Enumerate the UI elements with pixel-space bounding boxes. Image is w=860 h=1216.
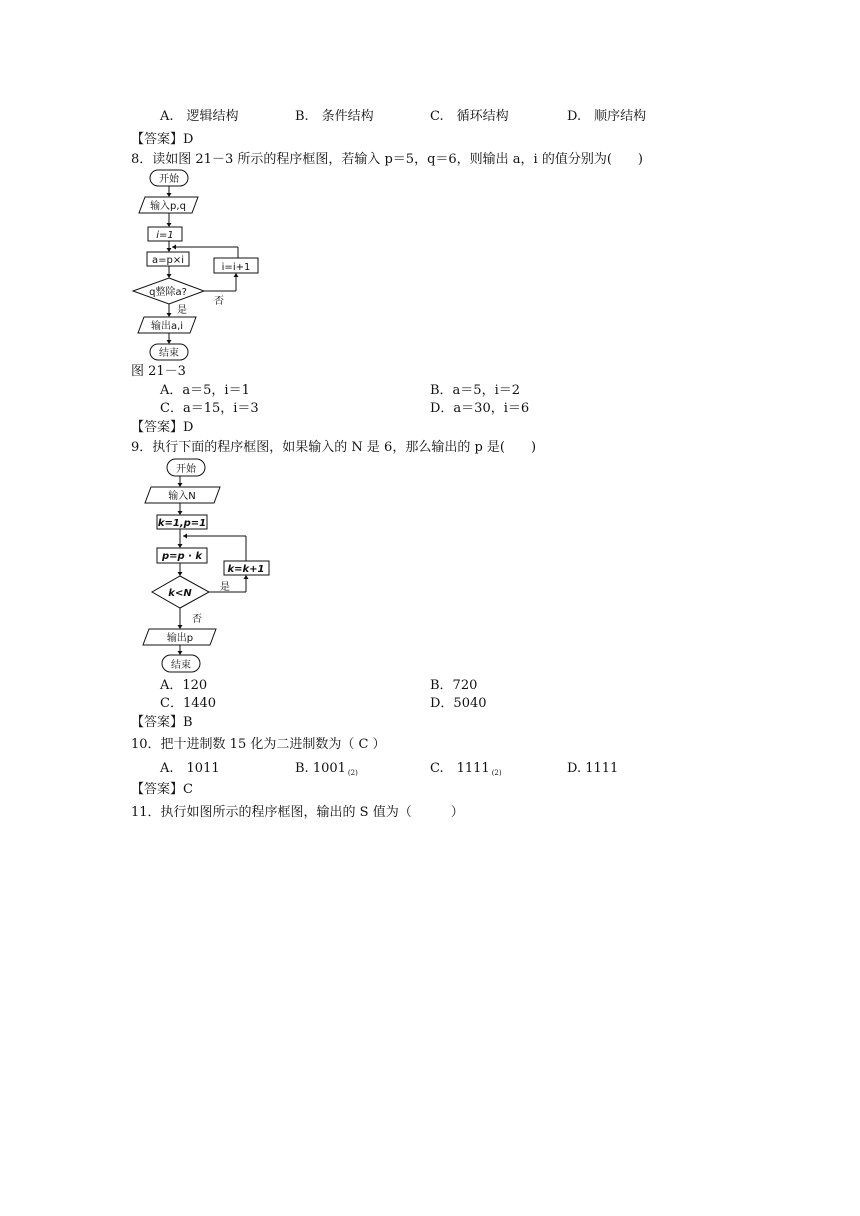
q11-stem: 11．执行如图所示的程序框图，输出的 S 值为（ ） — [131, 805, 464, 820]
q8-stem: 8．读如图 21－3 所示的程序框图，若输入 p＝5，q＝6，则输出 a，i 的值分别为( ) — [131, 152, 643, 167]
q9-assign-label: p=p · k — [161, 551, 203, 562]
q9-option-a: A．120 — [160, 678, 208, 693]
q9-answer: 【答案】B — [131, 715, 193, 730]
q7-option-b: B. 条件结构 — [295, 109, 374, 124]
q8-flowchart — [128, 166, 268, 366]
q7-option-d: D. 顺序结构 — [567, 109, 647, 124]
q9-input-label: 输入N — [168, 491, 196, 502]
q9-update-label: k=k+1 — [227, 564, 265, 575]
q8-decision-label: q整除a? — [149, 287, 187, 298]
q9-init-label: k=1,p=1 — [157, 518, 207, 529]
q9-no-label: 否 — [192, 614, 202, 625]
q9-decision-label: k<N — [168, 588, 192, 599]
q7-answer: 【答案】D — [131, 132, 194, 147]
q8-assign-label: a=p×i — [151, 255, 185, 266]
q9-end-label: 结束 — [171, 660, 191, 671]
q9-option-b: B．720 — [430, 678, 478, 693]
q7-option-a: A. 逻辑结构 — [160, 109, 239, 124]
q10-stem: 10．把十进制数 15 化为二进制数为（ C ） — [131, 737, 386, 752]
q9-option-d: D．5040 — [430, 696, 487, 711]
q8-end-label: 结束 — [159, 348, 179, 359]
q8-update-label: i=i+1 — [221, 262, 251, 273]
q8-option-c: C．a＝15，i＝3 — [160, 401, 259, 416]
q9-option-c: C．1440 — [160, 696, 217, 711]
q9-flowchart — [140, 456, 280, 678]
q8-figure-caption: 图 21－3 — [131, 364, 186, 379]
q8-input-label: 输入p,q — [150, 201, 186, 212]
q9-output-label: 输出p — [166, 633, 194, 644]
q8-no-label: 否 — [214, 296, 224, 307]
q7-option-c: C. 循环结构 — [430, 109, 509, 124]
q8-option-d: D．a＝30，i＝6 — [430, 401, 530, 416]
q10-option-d: D. 1111 — [567, 761, 619, 776]
q8-output-label: 输出a,i — [150, 321, 184, 332]
q10-option-a: A. 1011 — [160, 761, 220, 776]
q9-start-label: 开始 — [176, 464, 196, 475]
q10-option-b: B. 1001 $_{(2)}$ — [295, 761, 358, 777]
q10-option-c: C. 1111 $_{(2)}$ — [430, 761, 502, 777]
q8-answer: 【答案】D — [131, 420, 194, 435]
q8-start-label: 开始 — [159, 174, 179, 185]
q9-stem: 9．执行下面的程序框图，如果输入的 N 是 6，那么输出的 p 是( ) — [131, 440, 537, 455]
q10-answer: 【答案】C — [131, 782, 193, 797]
q8-option-a: A．a＝5，i＝1 — [160, 383, 250, 398]
q9-yes-label: 是 — [220, 582, 230, 593]
q8-yes-label: 是 — [177, 305, 187, 316]
q8-init-label: i=1 — [156, 230, 174, 241]
q8-option-b: B．a＝5，i＝2 — [430, 383, 521, 398]
